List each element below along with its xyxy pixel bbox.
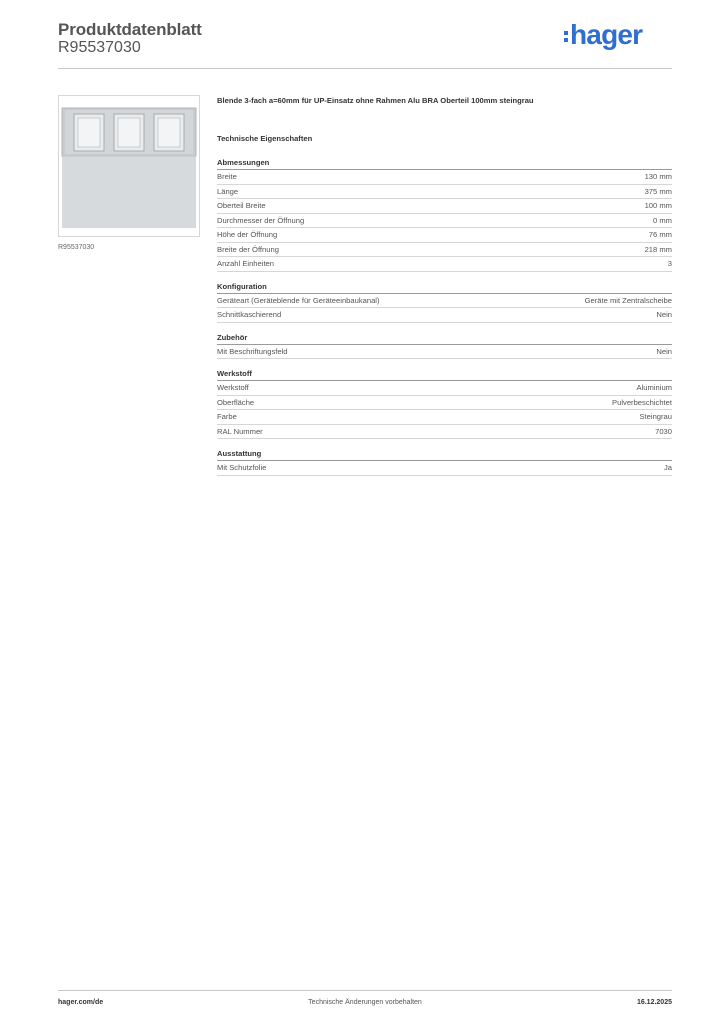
property-row [217, 228, 672, 243]
product-description: Blende 3-fach a=60mm für UP-Einsatz ohne Rahmen Alu BRA Oberteil 100mm steingrau [217, 96, 534, 105]
property-value: 0 mm [653, 215, 672, 225]
property-label: Höhe der Öffnung [217, 230, 278, 239]
property-row [217, 243, 672, 258]
page-header [58, 20, 672, 68]
property-row [217, 257, 672, 272]
product-details [217, 96, 672, 476]
property-value: Aluminium [636, 383, 672, 392]
property-label: Breite der Öffnung [217, 244, 279, 254]
property-label: RAL Nummer [217, 426, 263, 436]
cover-plate-icon [59, 96, 199, 236]
logo-dots-icon [564, 31, 568, 42]
property-value: Nein [656, 346, 672, 356]
page-footer [58, 999, 672, 1011]
document-title: Produktdatenblatt [58, 20, 202, 39]
property-value: 130 mm [644, 172, 672, 181]
property-row [217, 170, 672, 185]
property-row [217, 308, 672, 323]
property-value: 375 mm [644, 186, 672, 196]
property-label: Schnittkaschierend [217, 310, 282, 319]
section-title: Abmessungen [217, 158, 672, 170]
footer-notice: Technische Änderungen vorbehalten [308, 999, 422, 1006]
property-value: Nein [656, 310, 672, 319]
section-title: Konfiguration [217, 282, 672, 294]
property-label: Mit Schutzfolie [217, 463, 267, 472]
property-label: Mit Beschriftungsfeld [217, 346, 288, 356]
section-title: Zubehör [217, 333, 672, 345]
property-label: Farbe [217, 412, 237, 421]
property-row [217, 185, 672, 200]
property-row [217, 214, 672, 229]
property-label: Oberfläche [217, 397, 255, 407]
property-label: Länge [217, 186, 239, 196]
property-row [217, 396, 672, 411]
property-row [217, 425, 672, 440]
section-title: Werkstoff [217, 369, 672, 381]
property-row [217, 199, 672, 214]
property-section [217, 369, 672, 439]
property-row [217, 294, 672, 309]
property-label: Durchmesser der Öffnung [217, 215, 305, 225]
property-value: 100 mm [644, 201, 672, 210]
footer-divider [58, 990, 672, 991]
property-row [217, 410, 672, 425]
article-number: R95537030 [58, 39, 141, 56]
property-value: 7030 [655, 426, 672, 436]
property-value: Steingrau [639, 412, 672, 421]
property-label: Geräteart (Geräteblende für Geräteeinbaukanal) [217, 295, 380, 305]
property-section [217, 158, 672, 272]
property-label: Anzahl Einheiten [217, 259, 274, 268]
property-section [217, 282, 672, 323]
logo-wordmark: hager [570, 19, 643, 50]
hager-logo [564, 20, 654, 50]
property-value: Geräte mit Zentralscheibe [584, 295, 672, 305]
property-value: Pulverbeschichtet [612, 397, 672, 407]
property-label: Oberteil Breite [217, 201, 266, 210]
image-caption: R95537030 [58, 244, 95, 251]
property-value: Ja [663, 463, 672, 472]
property-row [217, 461, 672, 476]
property-value: 76 mm [648, 230, 672, 239]
product-image [58, 95, 200, 237]
property-row [217, 381, 672, 396]
section-title: Ausstattung [217, 449, 672, 461]
technical-properties-heading: Technische Eigenschaften [217, 134, 313, 143]
footer-website-link[interactable]: hager.com/de [58, 999, 104, 1006]
property-section [217, 333, 672, 360]
property-label: Werkstoff [217, 383, 249, 392]
header-divider [58, 68, 672, 69]
property-value: 218 mm [644, 244, 672, 254]
footer-date: 16.12.2025 [636, 999, 672, 1006]
property-row [217, 345, 672, 360]
property-value: 3 [667, 259, 672, 268]
property-label: Breite [217, 172, 237, 181]
property-section [217, 449, 672, 476]
